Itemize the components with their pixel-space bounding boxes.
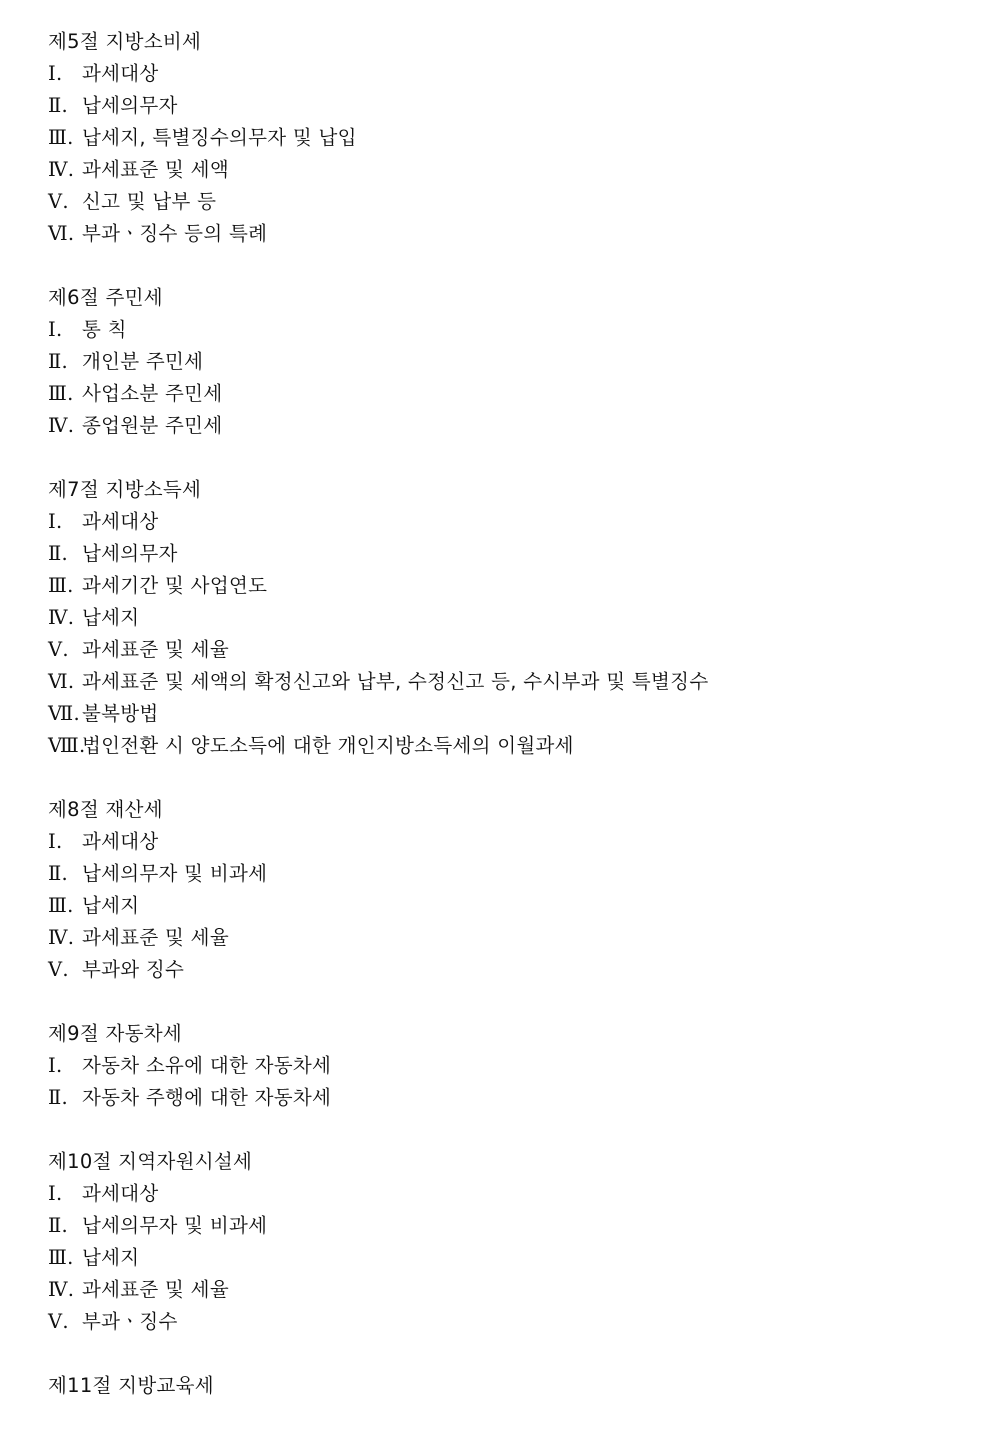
outline-item (48, 858, 968, 890)
roman-numeral: Ⅷ. (48, 734, 86, 757)
roman-numeral: Ⅱ. (48, 94, 69, 117)
chapter-section (48, 26, 968, 250)
outline-item (48, 666, 968, 698)
roman-numeral: Ⅴ. (48, 190, 69, 213)
roman-numeral: Ⅴ. (48, 1310, 69, 1333)
item-title: 과세표준 및 세율 (82, 926, 229, 949)
roman-numeral: Ⅱ. (48, 542, 69, 565)
roman-numeral: Ⅰ. (48, 318, 63, 341)
item-title: 과세기간 및 사업연도 (82, 574, 268, 597)
outline-item (48, 346, 968, 378)
roman-numeral: Ⅱ. (48, 1086, 69, 1109)
section-heading: 제10절 지역자원시설세 (48, 1150, 253, 1173)
item-title: 과세표준 및 세액의 확정신고와 납부, 수정신고 등, 수시부과 및 특별징수 (82, 670, 709, 693)
roman-numeral: Ⅰ. (48, 62, 63, 85)
outline-item (48, 570, 968, 602)
item-title: 납세의무자 (82, 94, 178, 117)
roman-numeral: Ⅱ. (48, 862, 69, 885)
roman-numeral: Ⅶ. (48, 702, 80, 725)
item-title: 사업소분 주민세 (82, 382, 223, 405)
chapter-section (48, 794, 968, 986)
item-title: 납세지 (82, 1246, 140, 1269)
item-title: 법인전환 시 양도소득에 대한 개인지방소득세의 이월과세 (82, 734, 574, 757)
item-title: 부과와 징수 (82, 958, 185, 981)
roman-numeral: Ⅳ. (48, 1278, 75, 1301)
outline-item (48, 122, 968, 154)
chapter-section (48, 474, 968, 762)
outline-item (48, 1050, 968, 1082)
item-title: 납세의무자 (82, 542, 178, 565)
chapter-section (48, 282, 968, 442)
outline-item (48, 634, 968, 666)
item-title: 부과ㆍ징수 등의 특례 (82, 222, 268, 245)
outline-item (48, 1210, 968, 1242)
section-heading: 제8절 재산세 (48, 798, 163, 821)
item-title: 과세표준 및 세액 (82, 158, 229, 181)
outline-item (48, 378, 968, 410)
roman-numeral: Ⅵ. (48, 670, 75, 693)
section-heading: 제9절 자동차세 (48, 1022, 183, 1045)
outline-item (48, 218, 968, 250)
item-title: 종업원분 주민세 (82, 414, 223, 437)
roman-numeral: Ⅲ. (48, 574, 74, 597)
roman-numeral: Ⅱ. (48, 1214, 69, 1237)
roman-numeral: Ⅰ. (48, 1054, 63, 1077)
outline-item (48, 1274, 968, 1306)
roman-numeral: Ⅰ. (48, 510, 63, 533)
item-title: 납세의무자 및 비과세 (82, 1214, 268, 1237)
outline-item (48, 1178, 968, 1210)
item-title: 과세대상 (82, 510, 159, 533)
section-heading: 제7절 지방소득세 (48, 478, 202, 501)
item-title: 납세지 (82, 894, 140, 917)
item-title: 통 칙 (82, 318, 127, 341)
outline-item (48, 538, 968, 570)
outline-item (48, 602, 968, 634)
item-title: 납세지 (82, 606, 140, 629)
roman-numeral: Ⅵ. (48, 222, 75, 245)
roman-numeral: Ⅲ. (48, 126, 74, 149)
outline-item (48, 186, 968, 218)
outline-item (48, 954, 968, 986)
item-title: 납세의무자 및 비과세 (82, 862, 268, 885)
outline-item (48, 922, 968, 954)
outline-item (48, 58, 968, 90)
item-title: 납세지, 특별징수의무자 및 납입 (82, 126, 357, 149)
section-heading: 제6절 주민세 (48, 286, 163, 309)
outline-item (48, 506, 968, 538)
roman-numeral: Ⅳ. (48, 606, 75, 629)
item-title: 자동차 주행에 대한 자동차세 (82, 1086, 332, 1109)
item-title: 부과ㆍ징수 (82, 1310, 178, 1333)
outline-item (48, 90, 968, 122)
roman-numeral: Ⅴ. (48, 958, 69, 981)
roman-numeral: Ⅲ. (48, 894, 74, 917)
roman-numeral: Ⅲ. (48, 382, 74, 405)
roman-numeral: Ⅰ. (48, 1182, 63, 1205)
roman-numeral: Ⅳ. (48, 414, 75, 437)
item-title: 과세표준 및 세율 (82, 638, 229, 661)
outline-item (48, 730, 968, 762)
roman-numeral: Ⅲ. (48, 1246, 74, 1269)
chapter-section (48, 1018, 968, 1114)
item-title: 신고 및 납부 등 (82, 190, 217, 213)
item-title: 과세대상 (82, 830, 159, 853)
chapter-section (48, 1146, 968, 1338)
roman-numeral: Ⅰ. (48, 830, 63, 853)
outline-item (48, 826, 968, 858)
document-outline (48, 26, 968, 1434)
roman-numeral: Ⅳ. (48, 926, 75, 949)
outline-item (48, 154, 968, 186)
roman-numeral: Ⅳ. (48, 158, 75, 181)
outline-item (48, 698, 968, 730)
roman-numeral: Ⅱ. (48, 350, 69, 373)
outline-item (48, 410, 968, 442)
item-title: 불복방법 (82, 702, 159, 725)
outline-item (48, 890, 968, 922)
item-title: 과세대상 (82, 62, 159, 85)
section-heading: 제11절 지방교육세 (48, 1374, 214, 1397)
item-title: 개인분 주민세 (82, 350, 204, 373)
outline-item (48, 1306, 968, 1338)
chapter-section (48, 1370, 968, 1402)
item-title: 과세표준 및 세율 (82, 1278, 229, 1301)
item-title: 자동차 소유에 대한 자동차세 (82, 1054, 332, 1077)
outline-item (48, 1082, 968, 1114)
roman-numeral: Ⅴ. (48, 638, 69, 661)
outline-item (48, 314, 968, 346)
item-title: 과세대상 (82, 1182, 159, 1205)
outline-item (48, 1242, 968, 1274)
section-heading: 제5절 지방소비세 (48, 30, 202, 53)
